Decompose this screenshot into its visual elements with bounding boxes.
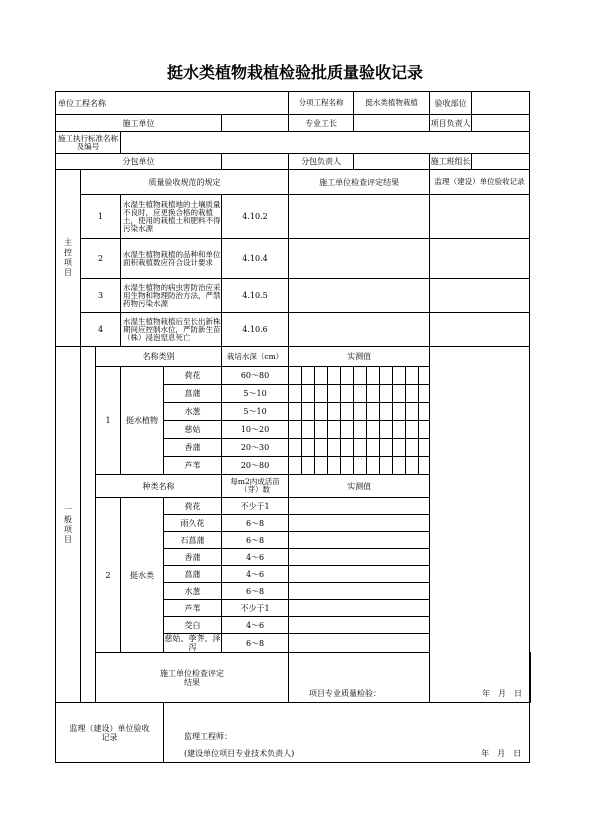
plant-value: 6～8 — [222, 532, 289, 549]
date-label: 年 月 日 — [481, 749, 522, 758]
species-name-header: 种类名称 — [96, 475, 222, 498]
engineer-label: 监理工程师： — [184, 732, 232, 741]
eval-header: 施工单位检查评定结果 — [289, 170, 430, 195]
construction-unit-label: 施工单位 — [56, 115, 222, 132]
plant-value: 60～80 — [222, 367, 289, 385]
item-no: 2 — [81, 239, 121, 279]
supervisor-result-label: 监理（建设）单位验收记录 — [56, 703, 164, 763]
plant-name: 石菖蒲 — [164, 532, 222, 549]
plant-value: 20～80 — [222, 457, 289, 475]
measured-header: 实测值 — [289, 475, 430, 498]
date-label: 年 月 日 — [482, 689, 522, 698]
supervisor-header: 监理（建设）单位验收记录 — [430, 170, 530, 195]
unit-project-label: 单位工程名称 — [56, 92, 222, 115]
item-supervisor[interactable] — [430, 279, 530, 313]
plant-name: 香蒲 — [164, 549, 222, 566]
inspection-form — [55, 91, 531, 763]
item-no: 4 — [81, 313, 121, 347]
item-supervisor[interactable] — [430, 195, 530, 239]
plant-name: 慈姑、荸荠、泽泻 — [164, 634, 221, 652]
item-no: 1 — [81, 195, 121, 239]
team-leader-value[interactable] — [472, 154, 530, 170]
plant-value: 4～6 — [222, 549, 289, 566]
project-manager-label: 项目负责人 — [430, 115, 472, 132]
project-manager-value[interactable] — [472, 115, 530, 132]
construction-unit-value[interactable] — [222, 115, 289, 132]
item-text: 水湿生植物栽植的品种和单位面积栽植数应符合设计要求 — [121, 239, 222, 279]
item-supervisor[interactable] — [430, 239, 530, 279]
team-leader-label: 施工班组长 — [430, 154, 472, 170]
general-items-label: 一般项目 — [56, 347, 81, 703]
plant-name: 香蒲 — [164, 439, 222, 457]
acceptance-part-label: 验收部位 — [430, 92, 472, 115]
foreman-label: 专业工长 — [289, 115, 354, 132]
plant-value: 不少于1 — [222, 600, 289, 617]
plant-name: 茭白 — [164, 617, 222, 634]
plant-name: 芦苇 — [164, 457, 222, 475]
plant-name: 雨久花 — [164, 515, 222, 532]
plant-name: 水葱 — [164, 403, 222, 421]
page-title: 挺水类植物栽植检验批质量验收记录 — [166, 63, 423, 82]
item-eval[interactable] — [289, 195, 430, 239]
plant-value: 10～20 — [222, 421, 289, 439]
acceptance-part-value[interactable] — [472, 92, 530, 115]
plant-value: 6～8 — [222, 515, 289, 532]
group-no: 1 — [96, 367, 121, 475]
sub-manager-label: 分包负责人 — [289, 154, 354, 170]
item-eval[interactable] — [289, 313, 430, 347]
eval-result-label: 施工单位检查评定结果 — [96, 653, 289, 703]
item-text: 水湿生植物栽植后至长出新株期间应控制水位，严防新生苗（株）浸泡窒息死亡 — [121, 313, 222, 347]
plant-name: 菖蒲 — [164, 385, 222, 403]
item-clause: 4.10.5 — [222, 279, 289, 313]
standard-label: 施工执行标准名称及编号 — [56, 132, 121, 154]
plant-name: 菖蒲 — [164, 566, 222, 583]
subcontractor-label: 分包单位 — [56, 154, 222, 170]
plant-value: 6～8 — [222, 634, 289, 653]
plant-name: 荷花 — [164, 498, 222, 515]
plant-name: 荷花 — [164, 367, 222, 385]
eval-result-cell[interactable] — [289, 653, 531, 703]
item-eval[interactable] — [289, 279, 430, 313]
name-category-header: 名称类别 — [96, 347, 222, 367]
plant-name: 慈姑 — [164, 421, 222, 439]
plant-name: 水葱 — [164, 583, 222, 600]
standard-value[interactable] — [121, 132, 530, 154]
item-clause: 4.10.2 — [222, 195, 289, 239]
sub-project-value: 挺水类植物栽植 — [354, 92, 430, 115]
plant-value: 5～10 — [222, 403, 289, 421]
item-clause: 4.10.6 — [222, 313, 289, 347]
item-text: 水湿生植物栽植地的土壤质量不良时，应更换合格的栽植土，使用的栽植土和肥料不得污染水源 — [121, 195, 222, 239]
subcontractor-value[interactable] — [222, 154, 289, 170]
plant-name: 芦苇 — [164, 600, 222, 617]
general-supervisor-cell[interactable] — [430, 347, 530, 703]
measured-header: 实测值 — [289, 347, 430, 367]
group-category: 挺水类 — [121, 498, 164, 653]
plant-value: 不少于1 — [222, 498, 289, 515]
depth-header: 栽培水深（cm） — [222, 347, 289, 367]
plant-value: 4～6 — [222, 566, 289, 583]
item-clause: 4.10.4 — [222, 239, 289, 279]
unit-project-value[interactable] — [222, 92, 289, 115]
sub-project-label: 分项工程名称 — [289, 92, 354, 115]
count-header: 每m2内成活苗（芽）数 — [222, 475, 289, 498]
spec-header: 质量验收规范的规定 — [81, 170, 289, 195]
group-no: 2 — [96, 498, 121, 653]
inspector-label: 项目专业质量检验： — [309, 689, 382, 698]
plant-value: 6～8 — [222, 583, 289, 600]
item-text: 水湿生植物的病虫害防治应采用生物和物理防治方法，严禁药物污染水源 — [121, 279, 222, 313]
item-no: 3 — [81, 279, 121, 313]
supervisor-result-cell[interactable] — [164, 703, 530, 763]
main-control-label: 主控项目 — [56, 170, 81, 347]
plant-value: 20～30 — [222, 439, 289, 457]
plant-value: 4～6 — [222, 617, 289, 634]
item-supervisor[interactable] — [430, 313, 530, 347]
tech-lead-label: (建设单位项目专业技术负责人) — [184, 749, 295, 758]
item-eval[interactable] — [289, 239, 430, 279]
plant-value: 5～10 — [222, 385, 289, 403]
group-category: 挺水植物 — [121, 367, 164, 475]
sub-manager-value[interactable] — [354, 154, 430, 170]
foreman-value[interactable] — [354, 115, 430, 132]
